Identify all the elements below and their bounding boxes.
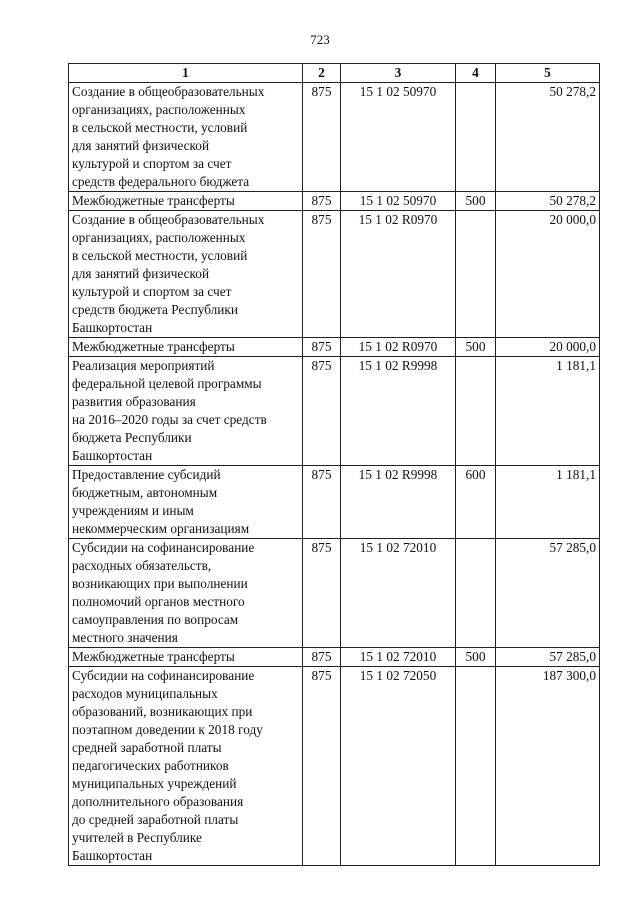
- row-admin-code: 875: [303, 539, 341, 648]
- row-amount: 20 000,0: [496, 211, 600, 338]
- table-row: [69, 667, 600, 866]
- row-target-code: 15 1 02 R0970: [341, 338, 456, 357]
- row-expense-type: 500: [456, 192, 496, 211]
- row-admin-code: 875: [303, 667, 341, 866]
- row-amount: 20 000,0: [496, 338, 600, 357]
- row-target-code: 15 1 02 50970: [341, 83, 456, 192]
- row-admin-code: 875: [303, 83, 341, 192]
- table-row: [69, 357, 600, 466]
- row-description: Межбюджетные трансферты: [69, 338, 303, 357]
- row-description: Межбюджетные трансферты: [69, 648, 303, 667]
- table-row: [69, 192, 600, 211]
- row-amount: 187 300,0: [496, 667, 600, 866]
- row-target-code: 15 1 02 72050: [341, 667, 456, 866]
- row-expense-type: 500: [456, 338, 496, 357]
- table-header: [69, 64, 600, 83]
- table-row: [69, 338, 600, 357]
- row-target-code: 15 1 02 R9998: [341, 357, 456, 466]
- row-expense-type: [456, 357, 496, 466]
- row-amount: 1 181,1: [496, 466, 600, 539]
- row-admin-code: 875: [303, 357, 341, 466]
- row-expense-type: 600: [456, 466, 496, 539]
- row-description: Реализация мероприятий федеральной целевой программы развития образования на 2016–2020 годы за счет средств бюджета Республики Башкортостан: [69, 357, 303, 466]
- row-target-code: 15 1 02 72010: [341, 648, 456, 667]
- header-row: [69, 64, 600, 83]
- row-description: Субсидии на софинансирование расходных обязательств, возникающих при выполнении полномочий органов местного самоуправления по вопросам местного значения: [69, 539, 303, 648]
- row-expense-type: [456, 83, 496, 192]
- header-col-2: 2: [303, 64, 341, 83]
- header-col-3: 3: [341, 64, 456, 83]
- row-amount: 57 285,0: [496, 539, 600, 648]
- header-col-5: 5: [496, 64, 600, 83]
- row-description: Субсидии на софинансирование расходов муниципальных образований, возникающих при поэтапном доведении к 2018 году средней заработной платы педагогических работников муниципальных учреждений дополнительного образования до средней заработной платы учителей в Республике Башкортостан: [69, 667, 303, 866]
- row-description: Создание в общеобразовательных организациях, расположенных в сельской местности, условий для занятий физической культурой и спортом за счет средств федерального бюджета: [69, 83, 303, 192]
- row-admin-code: 875: [303, 648, 341, 667]
- row-amount: 1 181,1: [496, 357, 600, 466]
- row-admin-code: 875: [303, 338, 341, 357]
- row-expense-type: [456, 211, 496, 338]
- table-row: [69, 83, 600, 192]
- row-expense-type: 500: [456, 648, 496, 667]
- page-number: 723: [310, 32, 330, 47]
- table-row: [69, 211, 600, 338]
- row-admin-code: 875: [303, 211, 341, 338]
- row-description: Межбюджетные трансферты: [69, 192, 303, 211]
- header-col-1: 1: [69, 64, 303, 83]
- row-target-code: 15 1 02 R9998: [341, 466, 456, 539]
- row-description: Создание в общеобразовательных организациях, расположенных в сельской местности, условий для занятий физической культурой и спортом за счет средств бюджета Республики Башкортостан: [69, 211, 303, 338]
- table-body: [69, 83, 600, 866]
- row-amount: 50 278,2: [496, 192, 600, 211]
- row-admin-code: 875: [303, 192, 341, 211]
- row-target-code: 15 1 02 R0970: [341, 211, 456, 338]
- row-description: Предоставление субсидий бюджетным, автономным учреждениям и иным некоммерческим организациям: [69, 466, 303, 539]
- table-row: [69, 648, 600, 667]
- row-amount: 57 285,0: [496, 648, 600, 667]
- row-expense-type: [456, 667, 496, 866]
- row-amount: 50 278,2: [496, 83, 600, 192]
- budget-table: [68, 63, 600, 866]
- row-expense-type: [456, 539, 496, 648]
- row-target-code: 15 1 02 72010: [341, 539, 456, 648]
- header-col-4: 4: [456, 64, 496, 83]
- table-row: [69, 466, 600, 539]
- row-target-code: 15 1 02 50970: [341, 192, 456, 211]
- table-row: [69, 539, 600, 648]
- row-admin-code: 875: [303, 466, 341, 539]
